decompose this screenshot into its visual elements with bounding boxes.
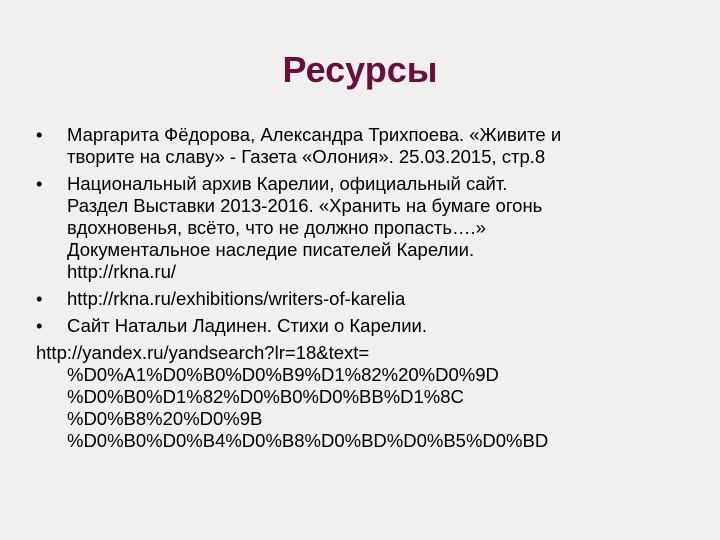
item-line: Раздел Выставки 2013-2016. «Хранить на бумаге огонь [67, 195, 543, 216]
bullet-icon: • [36, 173, 43, 194]
slide-content [36, 124, 686, 452]
item-line: Национальный архив Карелии, официальный сайт. [67, 173, 508, 194]
bullet-icon: • [36, 288, 43, 309]
bullet-icon: • [36, 315, 43, 336]
url-line: %D0%A1%D0%B0%D0%B9%D1%82%20%D0%9D [67, 364, 499, 385]
item-line: Документальное наследие писателей Карелии. [67, 239, 475, 260]
search-url-block[interactable] [36, 342, 686, 452]
slide-title: Ресурсы [282, 49, 438, 90]
url-line: %D0%B8%20%D0%9B [67, 408, 263, 429]
list-item [36, 173, 686, 283]
list-item [36, 288, 686, 310]
url-line: http://yandex.ru/yandsearch?lr=18&text= [36, 342, 370, 363]
list-item [36, 315, 686, 337]
resource-list [36, 124, 686, 337]
url-line: %D0%B0%D1%82%D0%B0%D0%BB%D1%8C [67, 386, 464, 407]
list-item [36, 124, 686, 168]
bullet-icon: • [36, 124, 43, 145]
item-line: вдохновенья, всёто, что не должно пропасть….» [67, 217, 486, 238]
url-line: %D0%B0%D0%B4%D0%B8%D0%BD%D0%B5%D0%BD [67, 430, 549, 451]
item-link[interactable]: http://rkna.ru/exhibitions/writers-of-karelia [67, 288, 406, 309]
item-line: Маргарита Фёдорова, Александра Трихпоева. «Живите и [67, 124, 562, 145]
item-line: Сайт Натальи Ладинен. Стихи о Карелии. [67, 315, 428, 336]
item-line: творите на славу» - Газета «Олония». 25.03.2015, стр.8 [67, 146, 546, 167]
item-link[interactable]: http://rkna.ru/ [67, 261, 176, 282]
